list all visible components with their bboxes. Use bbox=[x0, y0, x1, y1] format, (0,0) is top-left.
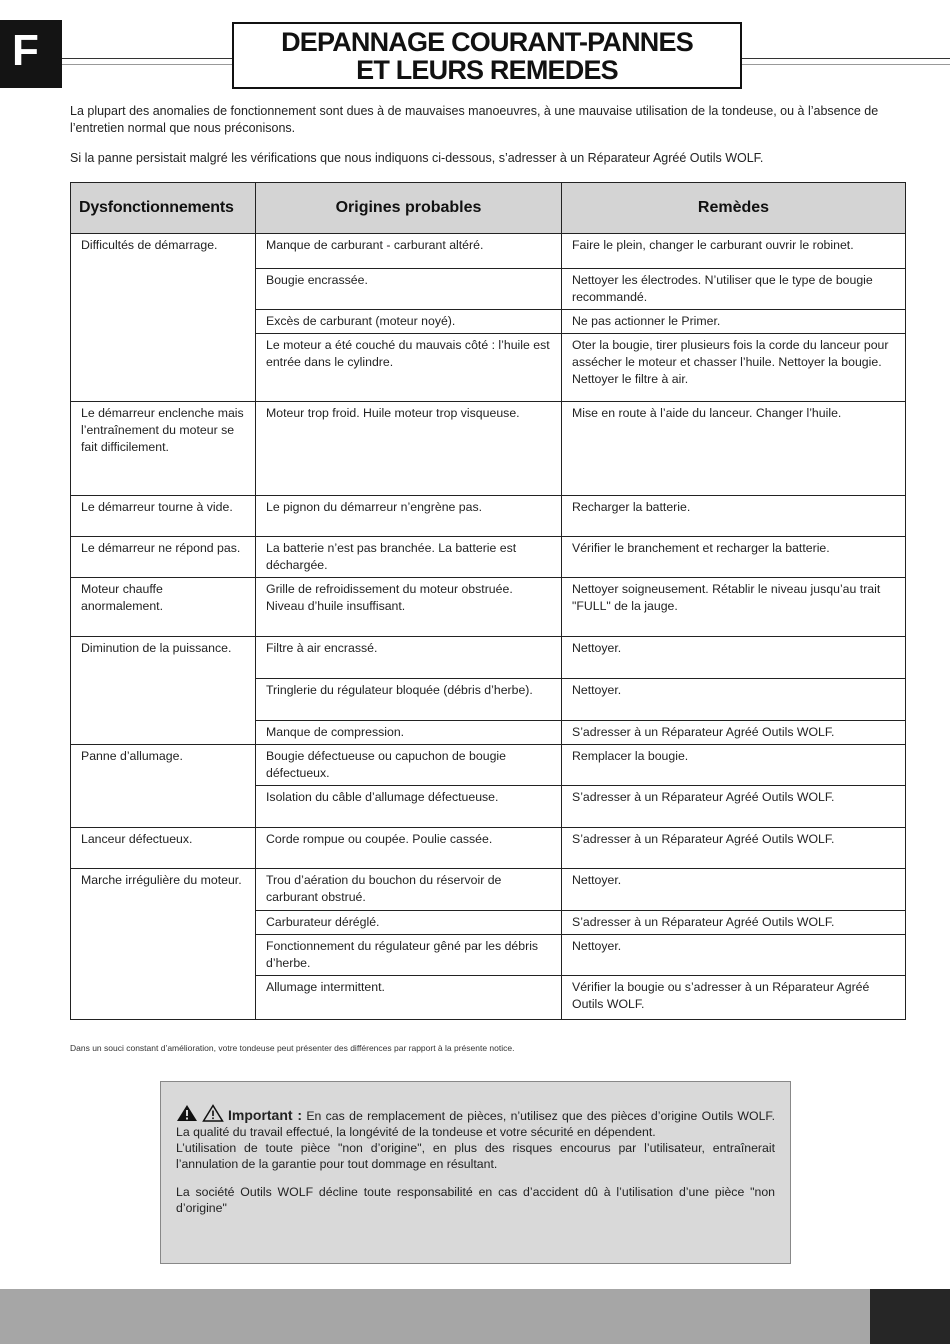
problem-cell: Lanceur défectueux. bbox=[71, 828, 256, 869]
important-paragraph-2: L’utilisation de toute pièce "non d’origine", en plus des risques encourus par l’utilisateur, entraînerait l’annulation de la garantie pour tout dommage en résultant. bbox=[176, 1141, 775, 1171]
important-label: Important : bbox=[228, 1107, 302, 1123]
remedy-cell: S’adresser à un Réparateur Agréé Outils WOLF. bbox=[562, 721, 906, 745]
table-row bbox=[71, 537, 906, 578]
header-dysfonctionnements: Dysfonctionnements bbox=[71, 183, 256, 234]
table-row bbox=[71, 578, 906, 637]
remedy-cell: Nettoyer. bbox=[562, 679, 906, 721]
cause-cell: Fonctionnement du régulateur gêné par les débris d’herbe. bbox=[256, 935, 562, 976]
header-rule-left-2 bbox=[62, 64, 232, 65]
cause-cell: Moteur trop froid. Huile moteur trop visqueuse. bbox=[256, 402, 562, 496]
remedy-cell: Oter la bougie, tirer plusieurs fois la corde du lanceur pour assécher le moteur et chasser l’huile. Nettoyer la bougie. Nettoyer le filtre à air. bbox=[562, 334, 906, 402]
problem-cell: Le démarreur enclenche mais l’entraînement du moteur se fait difficilement. bbox=[71, 402, 256, 496]
important-paragraph-1 bbox=[176, 1104, 775, 1140]
cause-cell: Corde rompue ou coupée. Poulie cassée. bbox=[256, 828, 562, 869]
table-header-row bbox=[71, 183, 906, 234]
remedy-cell: S’adresser à un Réparateur Agréé Outils WOLF. bbox=[562, 786, 906, 828]
header-rule-right bbox=[742, 58, 950, 59]
table-row bbox=[71, 869, 906, 911]
table-row bbox=[71, 234, 906, 269]
remedy-cell: Nettoyer les électrodes. N’utiliser que le type de bougie recommandé. bbox=[562, 269, 906, 310]
warning-outline-icon bbox=[202, 1104, 224, 1122]
troubleshooting-table bbox=[70, 182, 906, 1020]
remedy-cell: Vérifier le branchement et recharger la batterie. bbox=[562, 537, 906, 578]
table-row bbox=[71, 402, 906, 496]
problem-cell: Le démarreur tourne à vide. bbox=[71, 496, 256, 537]
remedy-cell: Nettoyer. bbox=[562, 869, 906, 911]
page-title-line2: ET LEURS REMEDES bbox=[356, 55, 618, 85]
remedy-cell: S’adresser à un Réparateur Agréé Outils WOLF. bbox=[562, 911, 906, 935]
important-paragraph-3: La société Outils WOLF décline toute responsabilité en cas d’accident dû à l’utilisation d’une pièce "non d’origine" bbox=[176, 1185, 775, 1215]
problem-cell: Difficultés de démarrage. bbox=[71, 234, 256, 402]
table-row bbox=[71, 745, 906, 786]
remedy-cell: Nettoyer. bbox=[562, 935, 906, 976]
table-row bbox=[71, 637, 906, 679]
cause-cell: Allumage intermittent. bbox=[256, 976, 562, 1020]
table-row bbox=[71, 828, 906, 869]
cause-cell: Grille de refroidissement du moteur obstruée. Niveau d’huile insuffisant. bbox=[256, 578, 562, 637]
cause-cell: Excès de carburant (moteur noyé). bbox=[256, 310, 562, 334]
problem-cell: Le démarreur ne répond pas. bbox=[71, 537, 256, 578]
problem-cell: Marche irrégulière du moteur. bbox=[71, 869, 256, 1020]
header-origines: Origines probables bbox=[256, 183, 562, 234]
problem-cell: Diminution de la puissance. bbox=[71, 637, 256, 745]
table-row bbox=[71, 496, 906, 537]
footnote: Dans un souci constant d’amélioration, votre tondeuse peut présenter des différences par rapport à la présente notice. bbox=[70, 1043, 515, 1053]
intro-paragraph-2: Si la panne persistait malgré les vérifications que nous indiquons ci-dessous, s’adresser à un Réparateur Agréé Outils WOLF. bbox=[70, 151, 764, 165]
important-text-1: En cas de remplacement de pièces, n’utilisez que des pièces d’origine Outils WOLF. La qualité du travail effectué, la longévité de la tondeuse et votre sécurité en dépendent. bbox=[176, 1109, 775, 1139]
intro-paragraph-1: La plupart des anomalies de fonctionnement sont dues à de mauvaises manoeuvres, à une mauvaise utilisation de la tondeuse, ou à l’absence de l’entretien normal que nous préconisons. bbox=[70, 104, 879, 135]
cause-cell: Carburateur déréglé. bbox=[256, 911, 562, 935]
remedy-cell: Ne pas actionner le Primer. bbox=[562, 310, 906, 334]
cause-cell: Manque de carburant - carburant altéré. bbox=[256, 234, 562, 269]
cause-cell: Bougie défectueuse ou capuchon de bougie défectueux. bbox=[256, 745, 562, 786]
cause-cell: Trou d’aération du bouchon du réservoir de carburant obstrué. bbox=[256, 869, 562, 911]
problem-cell: Panne d’allumage. bbox=[71, 745, 256, 828]
warning-filled-icon bbox=[176, 1104, 198, 1122]
remedy-cell: Recharger la batterie. bbox=[562, 496, 906, 537]
footer-band bbox=[0, 1289, 950, 1344]
cause-cell: Filtre à air encrassé. bbox=[256, 637, 562, 679]
remedy-cell: Remplacer la bougie. bbox=[562, 745, 906, 786]
remedy-cell: Mise en route à l’aide du lanceur. Changer l’huile. bbox=[562, 402, 906, 496]
cause-cell: Bougie encrassée. bbox=[256, 269, 562, 310]
cause-cell: Tringlerie du régulateur bloquée (débris d’herbe). bbox=[256, 679, 562, 721]
cause-cell: Le pignon du démarreur n’engrène pas. bbox=[256, 496, 562, 537]
header-rule-right-2 bbox=[742, 64, 950, 65]
page-title bbox=[232, 22, 742, 89]
cause-cell: La batterie n’est pas branchée. La batterie est déchargée. bbox=[256, 537, 562, 578]
language-letter: F bbox=[12, 26, 39, 75]
remedy-cell: Nettoyer. bbox=[562, 637, 906, 679]
remedy-cell: Nettoyer soigneusement. Rétablir le niveau jusqu’au trait "FULL" de la jauge. bbox=[562, 578, 906, 637]
cause-cell: Manque de compression. bbox=[256, 721, 562, 745]
page-number-box bbox=[870, 1289, 950, 1344]
page-title-line1: DEPANNAGE COURANT-PANNES bbox=[281, 27, 693, 57]
problem-cell: Moteur chauffe anormalement. bbox=[71, 578, 256, 637]
important-notice-box bbox=[160, 1081, 791, 1264]
header-remedes: Remèdes bbox=[562, 183, 906, 234]
header-rule-left bbox=[62, 58, 232, 59]
cause-cell: Isolation du câble d’allumage défectueuse. bbox=[256, 786, 562, 828]
cause-cell: Le moteur a été couché du mauvais côté : l’huile est entrée dans le cylindre. bbox=[256, 334, 562, 402]
remedy-cell: S’adresser à un Réparateur Agréé Outils WOLF. bbox=[562, 828, 906, 869]
remedy-cell: Faire le plein, changer le carburant ouvrir le robinet. bbox=[562, 234, 906, 269]
language-tab bbox=[0, 20, 62, 88]
remedy-cell: Vérifier la bougie ou s’adresser à un Réparateur Agréé Outils WOLF. bbox=[562, 976, 906, 1020]
